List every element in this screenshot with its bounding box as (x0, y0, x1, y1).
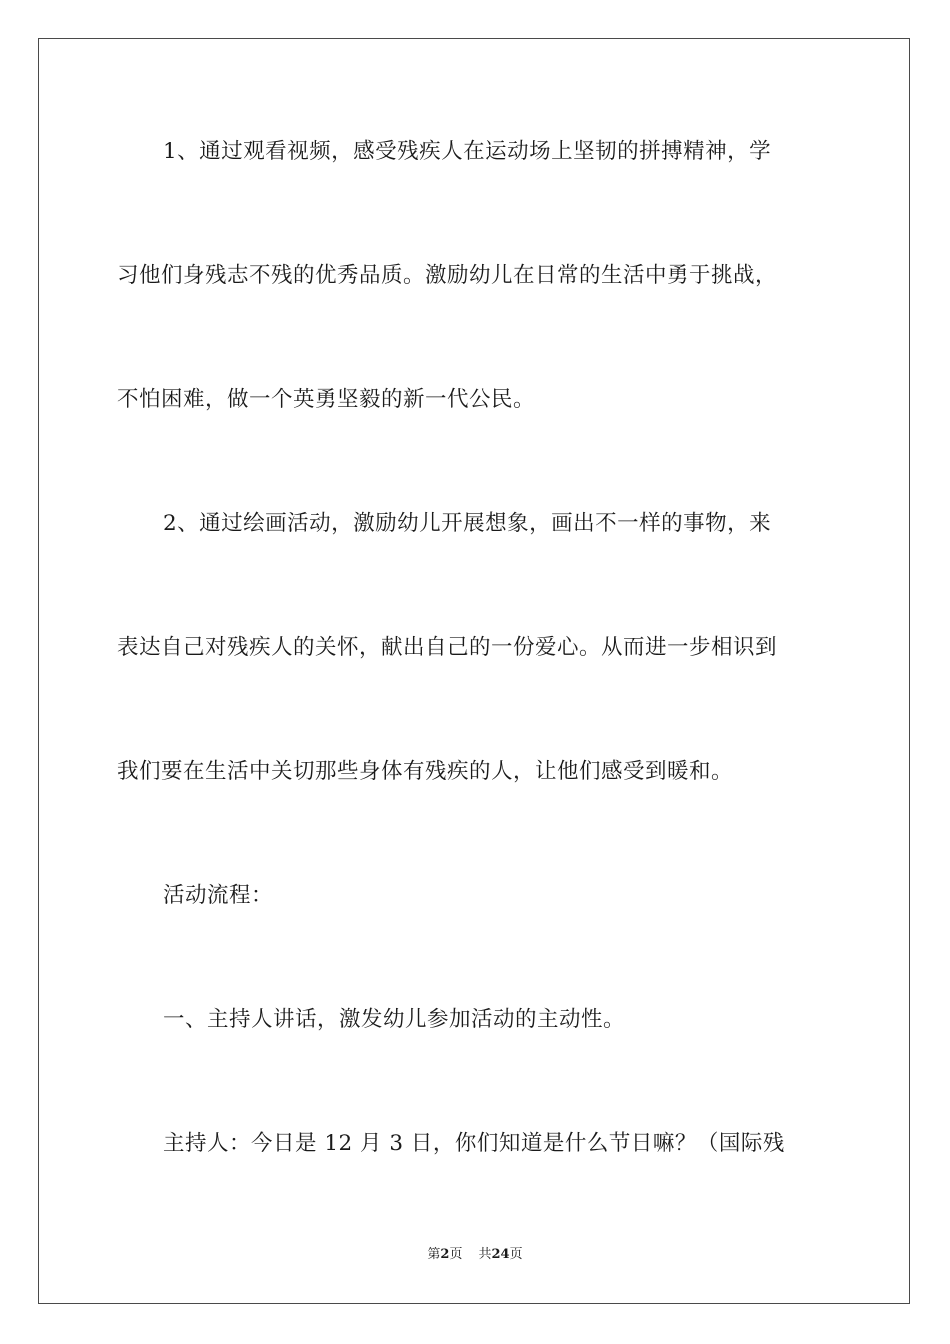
paragraph-line: 主持人：今日是 12 月 3 日，你们知道是什么节日嘛？（国际残 (163, 1131, 785, 1156)
page-border (38, 38, 910, 1304)
page-suffix: 页 (449, 1247, 463, 1262)
total-suffix: 页 (509, 1247, 523, 1262)
paragraph-line: 我们要在生活中关切那些身体有残疾的人，让他们感受到暖和。 (117, 759, 734, 784)
page-number: 2 (440, 1247, 450, 1262)
section-heading: 活动流程： (163, 883, 274, 908)
page-footer (0, 1246, 950, 1264)
paragraph-line: 1、通过观看视频，感受残疾人在运动场上坚韧的拼搏精神，学 (163, 139, 772, 164)
paragraph-line: 习他们身残志不残的优秀品质。激励幼儿在日常的生活中勇于挑战， (117, 263, 778, 288)
page-prefix: 第 (427, 1247, 441, 1262)
section-heading: 一、主持人讲话，激发幼儿参加活动的主动性。 (163, 1007, 626, 1032)
total-pages: 24 (491, 1247, 510, 1262)
total-prefix: 共 (478, 1247, 492, 1262)
paragraph-line: 表达自己对残疾人的关怀，献出自己的一份爱心。从而进一步相识到 (117, 635, 778, 660)
paragraph-line: 2、通过绘画活动，激励幼儿开展想象，画出不一样的事物，来 (163, 511, 772, 536)
paragraph-line: 不怕困难，做一个英勇坚毅的新一代公民。 (117, 387, 536, 412)
